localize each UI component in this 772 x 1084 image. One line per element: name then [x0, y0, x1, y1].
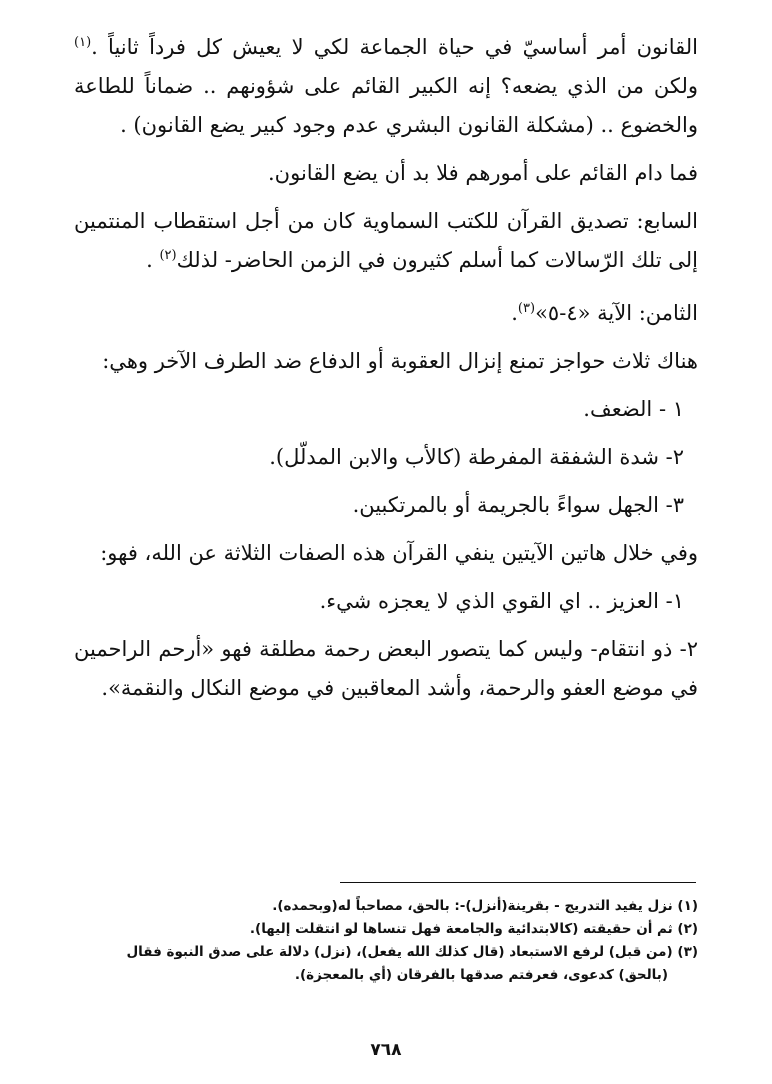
- paragraph-seventh-text: السابع: تصديق القرآن للكتب السماوية كان من أجل استقطاب المنتمين إلى تلك الرّسالات كما أسلم كثيرون في الزمن الحاضر- لذلك: [74, 209, 698, 272]
- paragraph-eighth-text: الثامن: الآية «٤-٥»: [535, 301, 698, 325]
- list-item-vengeance: ٢- ذو انتقام- وليس كما يتصور البعض رحمة مطلقة فهو «أرحم الراحمين في موضع العفو والرحمة، وأشد المعاقبين في موضع النكال والنقمة».: [74, 637, 698, 700]
- footnote-marker-2[interactable]: (٢): [159, 248, 177, 263]
- page-number: ٧٦٨: [370, 1040, 402, 1060]
- paragraph-law: [74, 28, 698, 145]
- footnote-3-continued: (بالحق) كدعوى، فعرفتم صدقها بالفرقان (أي بالمعجزة).: [294, 967, 668, 983]
- paragraph-law-text: القانون أمر أساسيّ في حياة الجماعة لكي لا يعيش كل فرداً ثانياً .: [91, 35, 698, 59]
- list-item-ignorance: ٣- الجهل سواءً بالجريمة أو بالمرتكبين.: [352, 493, 684, 517]
- paragraph-eighth-end: .: [511, 301, 518, 325]
- footnote-marker-3[interactable]: (٣): [517, 301, 536, 316]
- footnote-2: (٢) ثم أن حقيقته (كالابتدائية والجامعة فهل تنساها لو انتقلت إليها).: [249, 921, 698, 937]
- list-item-mighty: ١- العزيز .. اي القوي الذي لا يعجزه شيء.: [319, 589, 684, 613]
- paragraph-barriers: هناك ثلاث حواجز تمنع إنزال العقوبة أو الدفاع ضد الطرف الآخر وهي:: [102, 349, 698, 373]
- main-text: [74, 28, 698, 708]
- paragraph-seventh-end: .: [146, 248, 160, 272]
- footnote-3: (٣) (من قبل) لرفع الاستبعاد (قال كذلك الله يفعل)، (نزل) دلالة على صدق النبوة فقال: [126, 944, 698, 960]
- footnotes: [74, 895, 698, 987]
- paragraph-eighth: [74, 294, 698, 333]
- footnote-1: (١) نزل يفيد التدريج - بقرينة(أنزل)-: بالحق، مصاحباً له(وبحمده).: [272, 898, 698, 914]
- footnote-marker-1[interactable]: (١): [74, 35, 92, 50]
- paragraph-seventh: [74, 202, 698, 280]
- list-item-compassion: ٢- شدة الشفقة المفرطة (كالأب والابن المدلّل).: [269, 445, 684, 469]
- paragraph-guardian: فما دام القائم على أمورهم فلا بد أن يضع القانون.: [268, 161, 698, 185]
- paragraph-law-continued: ولكن من الذي يضعه؟ إنه الكبير القائم على شؤونهم .. ضماناً للطاعة والخضوع .. (مشكلة القانون البشري عدم وجود كبير يضع القانون) .: [74, 74, 698, 137]
- list-item-weakness: ١ - الضعف.: [583, 397, 684, 421]
- paragraph-verses: وفي خلال هاتين الآيتين ينفي القرآن هذه الصفات الثلاثة عن الله، فهو:: [100, 541, 698, 565]
- footnote-separator: [340, 882, 696, 883]
